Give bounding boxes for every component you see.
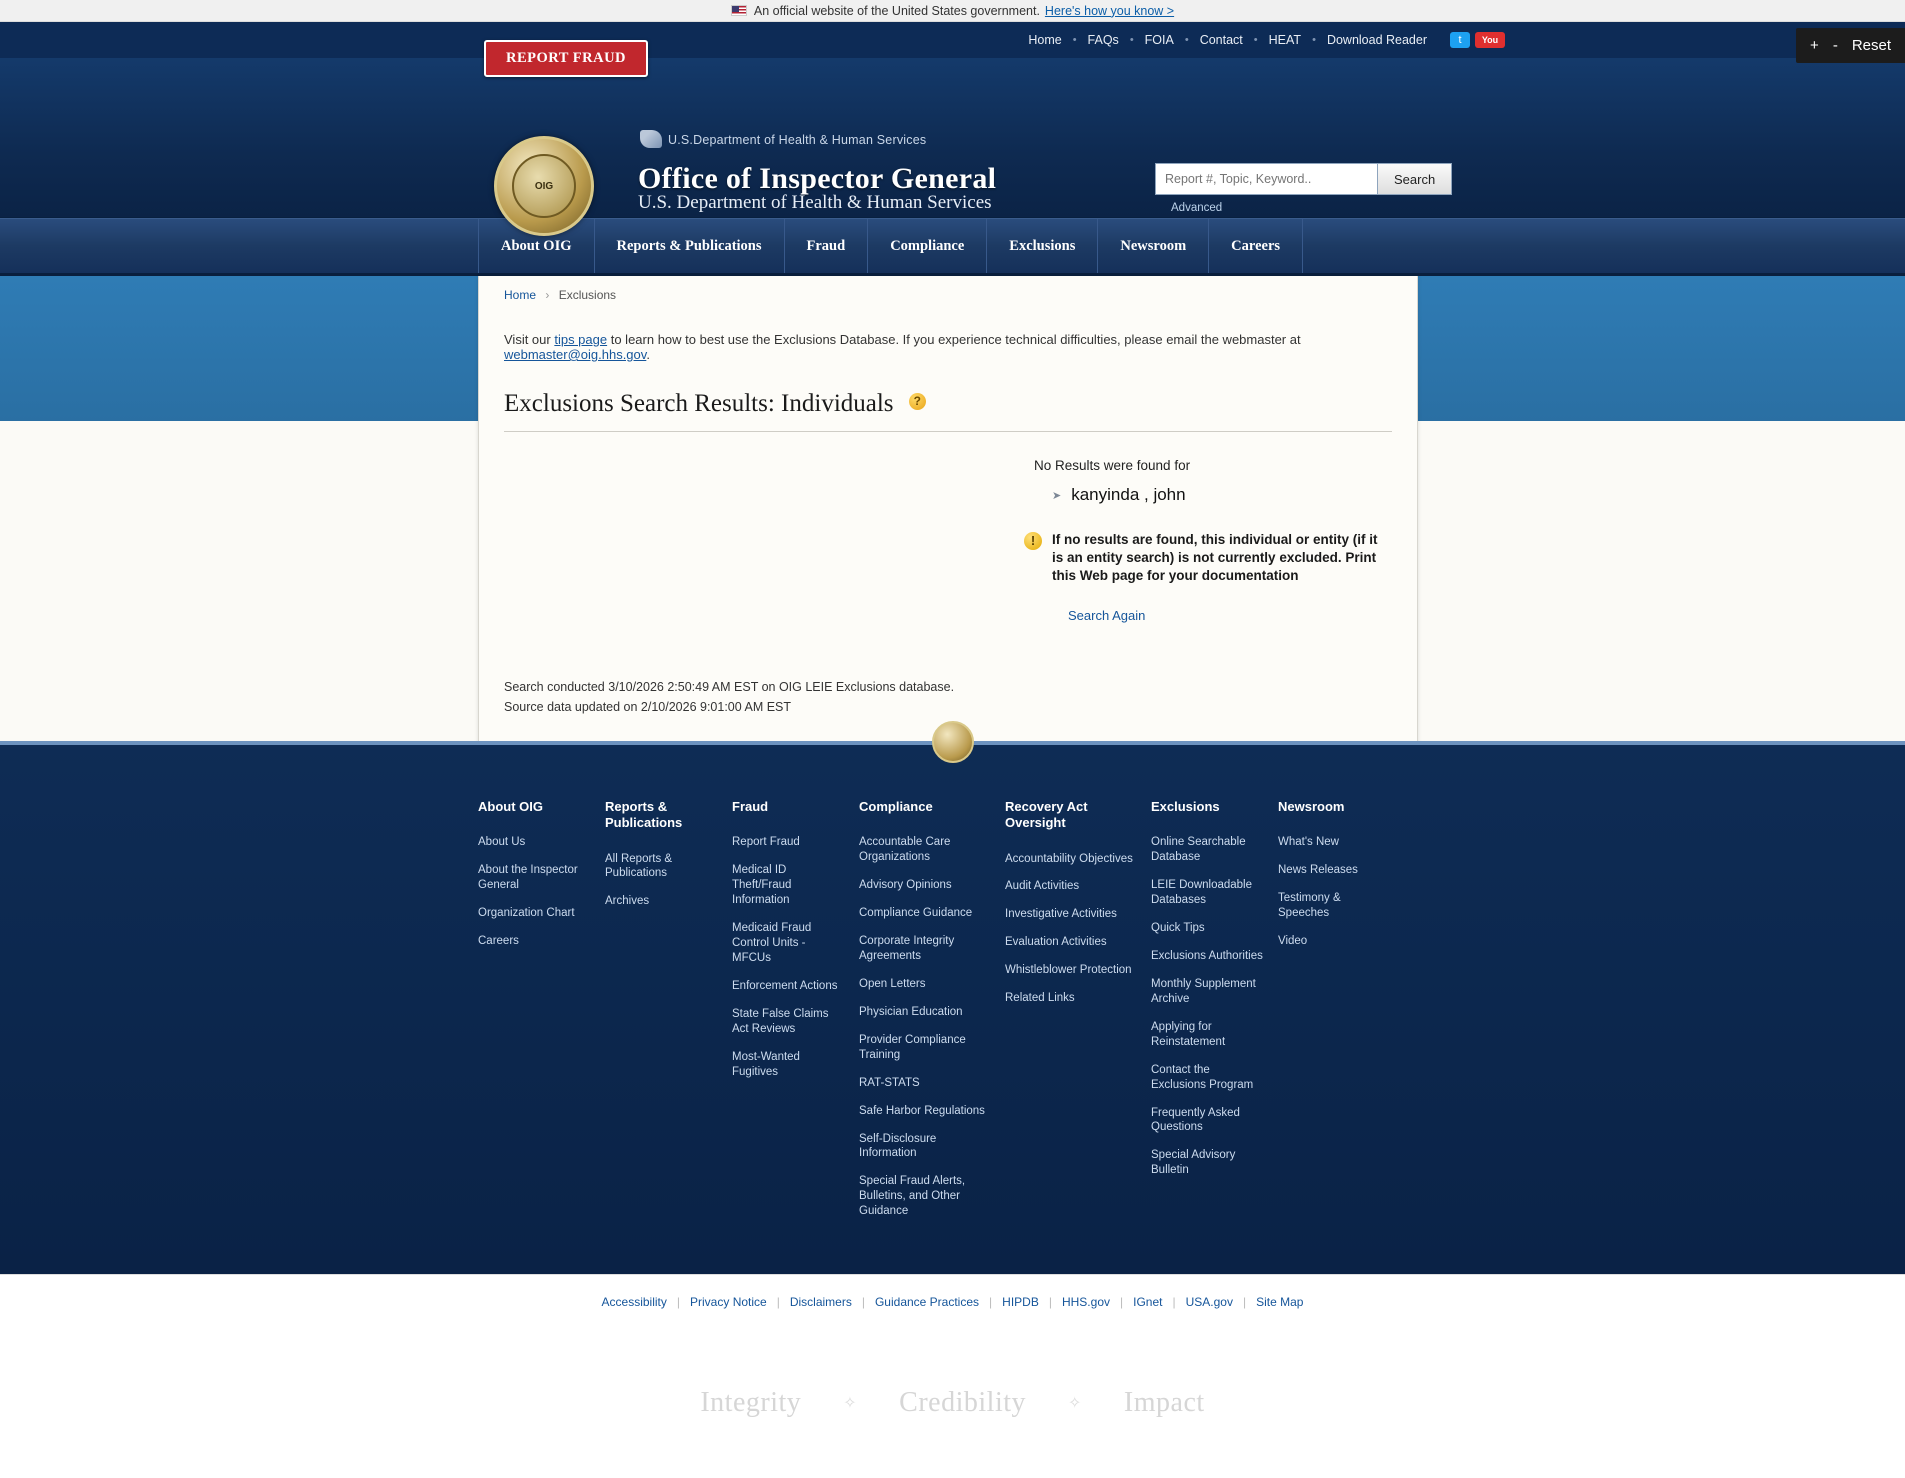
youtube-icon[interactable]: You [1475, 32, 1505, 48]
nav-item-exclusions[interactable]: Exclusions [987, 219, 1098, 273]
tagline-impact: Impact [1123, 1387, 1205, 1419]
footer-link-advisory-opinions[interactable]: Advisory Opinions [859, 879, 952, 892]
warning-icon: ! [1024, 532, 1042, 550]
tips-text-pre: Visit our [504, 332, 555, 347]
footer-link-all-reports[interactable]: All Reports & Publications [605, 852, 673, 880]
tips-text-end: . [646, 347, 650, 362]
footer-link-aco[interactable]: Accountable Care Organizations [859, 836, 951, 864]
subfooter-accessibility[interactable]: Accessibility [601, 1294, 667, 1309]
footer-link-evaluation-activities[interactable]: Evaluation Activities [1005, 936, 1107, 949]
footer-column-newsroom [1278, 799, 1391, 1232]
oig-seal-icon [494, 136, 594, 236]
footer-link-faq[interactable]: Frequently Asked Questions [1151, 1106, 1240, 1134]
subfooter-usa-gov[interactable]: USA.gov [1185, 1294, 1233, 1309]
us-flag-icon [731, 5, 747, 16]
utility-sep: • [1184, 34, 1189, 46]
bullet-arrow-icon: ➤ [1052, 489, 1062, 502]
utility-link-download-reader[interactable]: Download Reader [1326, 33, 1427, 47]
footer-link-news-releases[interactable]: News Releases [1278, 864, 1358, 877]
footer-link-monthly-supplement[interactable]: Monthly Supplement Archive [1151, 977, 1256, 1005]
footer-link-most-wanted[interactable]: Most-Wanted Fugitives [732, 1050, 800, 1078]
footer-columns [0, 799, 1905, 1232]
nav-item-reports-publications[interactable]: Reports & Publications [595, 219, 785, 273]
zoom-reset-button[interactable]: Reset [1851, 37, 1891, 54]
footer-link-investigative-activities[interactable]: Investigative Activities [1005, 908, 1117, 921]
footer-link-mfcu[interactable]: Medicaid Fraud Control Units - MFCUs [732, 922, 812, 964]
subfooter [0, 1274, 1905, 1328]
search-button[interactable]: Search [1377, 163, 1452, 195]
footer-column-about-oig [478, 799, 591, 1232]
footer-link-org-chart[interactable]: Organization Chart [478, 907, 575, 920]
search-query-row [1052, 485, 1417, 505]
no-exclusion-notice [1024, 531, 1392, 586]
subfooter-sep: | [989, 1294, 993, 1309]
footer-column-exclusions [1151, 799, 1264, 1232]
footer-link-leie-downloadable[interactable]: LEIE Downloadable Databases [1151, 879, 1253, 907]
report-fraud-button[interactable]: REPORT FRAUD [484, 40, 648, 77]
site-header [0, 58, 1905, 218]
footer-link-provider-training[interactable]: Provider Compliance Training [859, 1033, 966, 1061]
footer-link-whistleblower[interactable]: Whistleblower Protection [1005, 964, 1132, 977]
tips-text-mid: to learn how to best use the Exclusions Database. If you experience technical difficulties, please email the webmaster at [607, 332, 1301, 347]
footer-link-quick-tips[interactable]: Quick Tips [1151, 922, 1205, 934]
nav-item-fraud[interactable]: Fraud [785, 219, 869, 273]
utility-link-foia[interactable]: FOIA [1144, 33, 1174, 47]
footer-heading-compliance: Compliance [859, 799, 933, 814]
footer-link-contact-exclusions[interactable]: Contact the Exclusions Program [1151, 1063, 1254, 1091]
footer-link-open-letters[interactable]: Open Letters [859, 977, 926, 990]
subfooter-sep: | [1172, 1294, 1176, 1309]
footer-column-recovery-act [1005, 799, 1137, 1232]
utility-link-home[interactable]: Home [1028, 33, 1062, 47]
help-icon[interactable]: ? [909, 393, 926, 410]
how-you-know-link[interactable]: Here's how you know > [1044, 3, 1175, 18]
hhs-logo-icon [640, 130, 662, 148]
footer-link-report-fraud[interactable]: Report Fraud [732, 836, 800, 849]
utility-nav [1017, 22, 1505, 58]
subfooter-sep: | [1120, 1294, 1124, 1309]
footer-heading-exclusions: Exclusions [1151, 799, 1220, 814]
footer-heading-recovery-act: Recovery Act Oversight [1005, 799, 1088, 831]
footer-link-compliance-guidance[interactable]: Compliance Guidance [859, 907, 973, 920]
footer-link-self-disclosure[interactable]: Self-Disclosure Information [859, 1132, 937, 1160]
zoom-widget [1796, 28, 1905, 63]
subfooter-hipdb[interactable]: HIPDB [1002, 1294, 1039, 1309]
main-navigation [0, 218, 1905, 276]
footer-link-careers[interactable]: Careers [478, 935, 519, 947]
nav-item-compliance[interactable]: Compliance [868, 219, 987, 273]
utility-bar [0, 22, 1905, 66]
footer-link-about-us[interactable]: About Us [478, 836, 526, 849]
no-results-label: No Results were found for [1034, 458, 1191, 473]
zoom-out-button[interactable]: - [1832, 37, 1838, 54]
star-icon: ✧ [843, 1395, 858, 1413]
subfooter-disclaimers[interactable]: Disclaimers [789, 1294, 852, 1309]
footer-column-reports [605, 799, 718, 1232]
footer-link-online-database[interactable]: Online Searchable Database [1151, 836, 1246, 864]
breadcrumb [479, 276, 1417, 302]
webmaster-email-link[interactable]: webmaster@oig.hhs.gov [504, 347, 647, 362]
footer-seal-icon [932, 721, 974, 763]
site-footer [0, 741, 1905, 1274]
utility-sep: • [1129, 34, 1134, 46]
site-subtitle: U.S. Department of Health & Human Services [638, 192, 992, 213]
utility-link-faqs[interactable]: FAQs [1087, 33, 1119, 47]
footer-link-reinstatement[interactable]: Applying for Reinstatement [1151, 1020, 1226, 1048]
hhs-department-line [640, 130, 926, 148]
footer-link-related-links[interactable]: Related Links [1005, 992, 1075, 1005]
footer-link-audit-activities[interactable]: Audit Activities [1005, 880, 1080, 893]
footer-heading-reports: Reports & Publications [605, 799, 683, 831]
tagline [0, 1328, 1905, 1478]
star-icon: ✧ [1068, 1395, 1082, 1413]
search-conducted-text: Search conducted 3/10/2026 2:50:49 AM EST on OIG LEIE Exclusions database. [504, 679, 955, 694]
social-links [1450, 32, 1505, 48]
nav-item-careers[interactable]: Careers [1209, 219, 1303, 273]
footer-link-physician-education[interactable]: Physician Education [859, 1005, 963, 1018]
footer-link-medical-id-theft[interactable]: Medical ID Theft/Fraud Information [732, 864, 792, 907]
breadcrumb-current: Exclusions [558, 288, 617, 302]
footer-link-about-ig[interactable]: About the Inspector General [478, 864, 578, 892]
hhs-department-text: U.S.Department of Health & Human Services [668, 133, 927, 147]
footer-column-fraud [732, 799, 845, 1232]
footer-heading-fraud: Fraud [732, 799, 769, 814]
tips-page-link[interactable]: tips page [554, 332, 608, 347]
subfooter-sep: | [861, 1294, 865, 1309]
utility-sep: • [1312, 34, 1316, 46]
footer-link-whats-new[interactable]: What's New [1278, 836, 1339, 849]
tagline-integrity: Integrity [700, 1387, 802, 1419]
twitter-icon[interactable]: t [1450, 32, 1470, 48]
footer-link-special-fraud-alerts[interactable]: Special Fraud Alerts, Bulletins, and Other Guidance [859, 1175, 966, 1218]
no-exclusion-notice-text: If no results are found, this individual or entity (if it is an entity search) is not currently excluded. Print this Web page for your documentation [1052, 532, 1378, 584]
subfooter-sep: | [676, 1294, 681, 1309]
gov-banner-text: An official website of the United States government. [753, 3, 1040, 18]
utility-link-heat[interactable]: HEAT [1268, 33, 1302, 47]
nav-item-newsroom[interactable]: Newsroom [1098, 219, 1209, 273]
utility-link-contact[interactable]: Contact [1199, 33, 1243, 47]
tips-paragraph [504, 332, 1392, 362]
footer-link-enforcement-actions[interactable]: Enforcement Actions [732, 979, 838, 992]
site-search [1155, 163, 1452, 195]
footer-link-rat-stats[interactable]: RAT-STATS [859, 1076, 920, 1089]
utility-sep: • [1253, 34, 1258, 46]
page-title [504, 390, 1392, 432]
gov-official-banner [0, 0, 1905, 22]
subfooter-sep: | [1242, 1294, 1247, 1309]
footer-link-cia[interactable]: Corporate Integrity Agreements [859, 935, 955, 962]
subfooter-sep: | [776, 1294, 780, 1309]
zoom-in-button[interactable]: + [1810, 37, 1819, 54]
breadcrumb-home[interactable]: Home [504, 288, 537, 302]
page-title-text: Exclusions Search Results: Individuals [504, 390, 894, 417]
search-input[interactable] [1155, 163, 1377, 195]
oig-seal-inner: OIG [512, 154, 576, 218]
content-panel [478, 276, 1418, 757]
advanced-search-link[interactable]: Advanced [1171, 202, 1223, 214]
utility-sep: • [1072, 34, 1077, 46]
subfooter-hhs-gov[interactable]: HHS.gov [1061, 1294, 1110, 1309]
search-again-link[interactable]: Search Again [1068, 607, 1146, 623]
subfooter-privacy[interactable]: Privacy Notice [690, 1294, 767, 1309]
footer-heading-about-oig: About OIG [478, 799, 543, 814]
footer-link-safe-harbor[interactable]: Safe Harbor Regulations [859, 1104, 985, 1117]
footer-link-accountability-objectives[interactable]: Accountability Objectives [1005, 852, 1133, 865]
footer-column-compliance [859, 799, 991, 1232]
footer-link-archives[interactable]: Archives [605, 895, 650, 908]
subfooter-site-map[interactable]: Site Map [1256, 1294, 1304, 1309]
subfooter-ignet[interactable]: IGnet [1133, 1294, 1163, 1309]
subfooter-sep: | [1048, 1294, 1052, 1309]
footer-link-exclusions-authorities[interactable]: Exclusions Authorities [1151, 949, 1263, 962]
footer-link-testimony[interactable]: Testimony & Speeches [1278, 892, 1341, 920]
tagline-credibility: Credibility [899, 1387, 1026, 1419]
footer-link-state-false-claims[interactable]: State False Claims Act Reviews [732, 1007, 829, 1035]
breadcrumb-separator: › [545, 288, 550, 302]
subfooter-guidance[interactable]: Guidance Practices [874, 1294, 980, 1309]
site-title: Office of Inspector General [638, 162, 997, 195]
source-updated-text: Source data updated on 2/10/2026 9:01:00 AM EST [504, 699, 792, 714]
footer-link-video[interactable]: Video [1278, 935, 1308, 947]
nav-item-about-oig[interactable]: About OIG [478, 219, 595, 273]
footer-heading-newsroom: Newsroom [1278, 799, 1345, 814]
footer-link-special-advisory[interactable]: Special Advisory Bulletin [1151, 1149, 1236, 1177]
search-query-value: kanyinda , john [1071, 485, 1186, 504]
search-metadata [504, 677, 1392, 717]
